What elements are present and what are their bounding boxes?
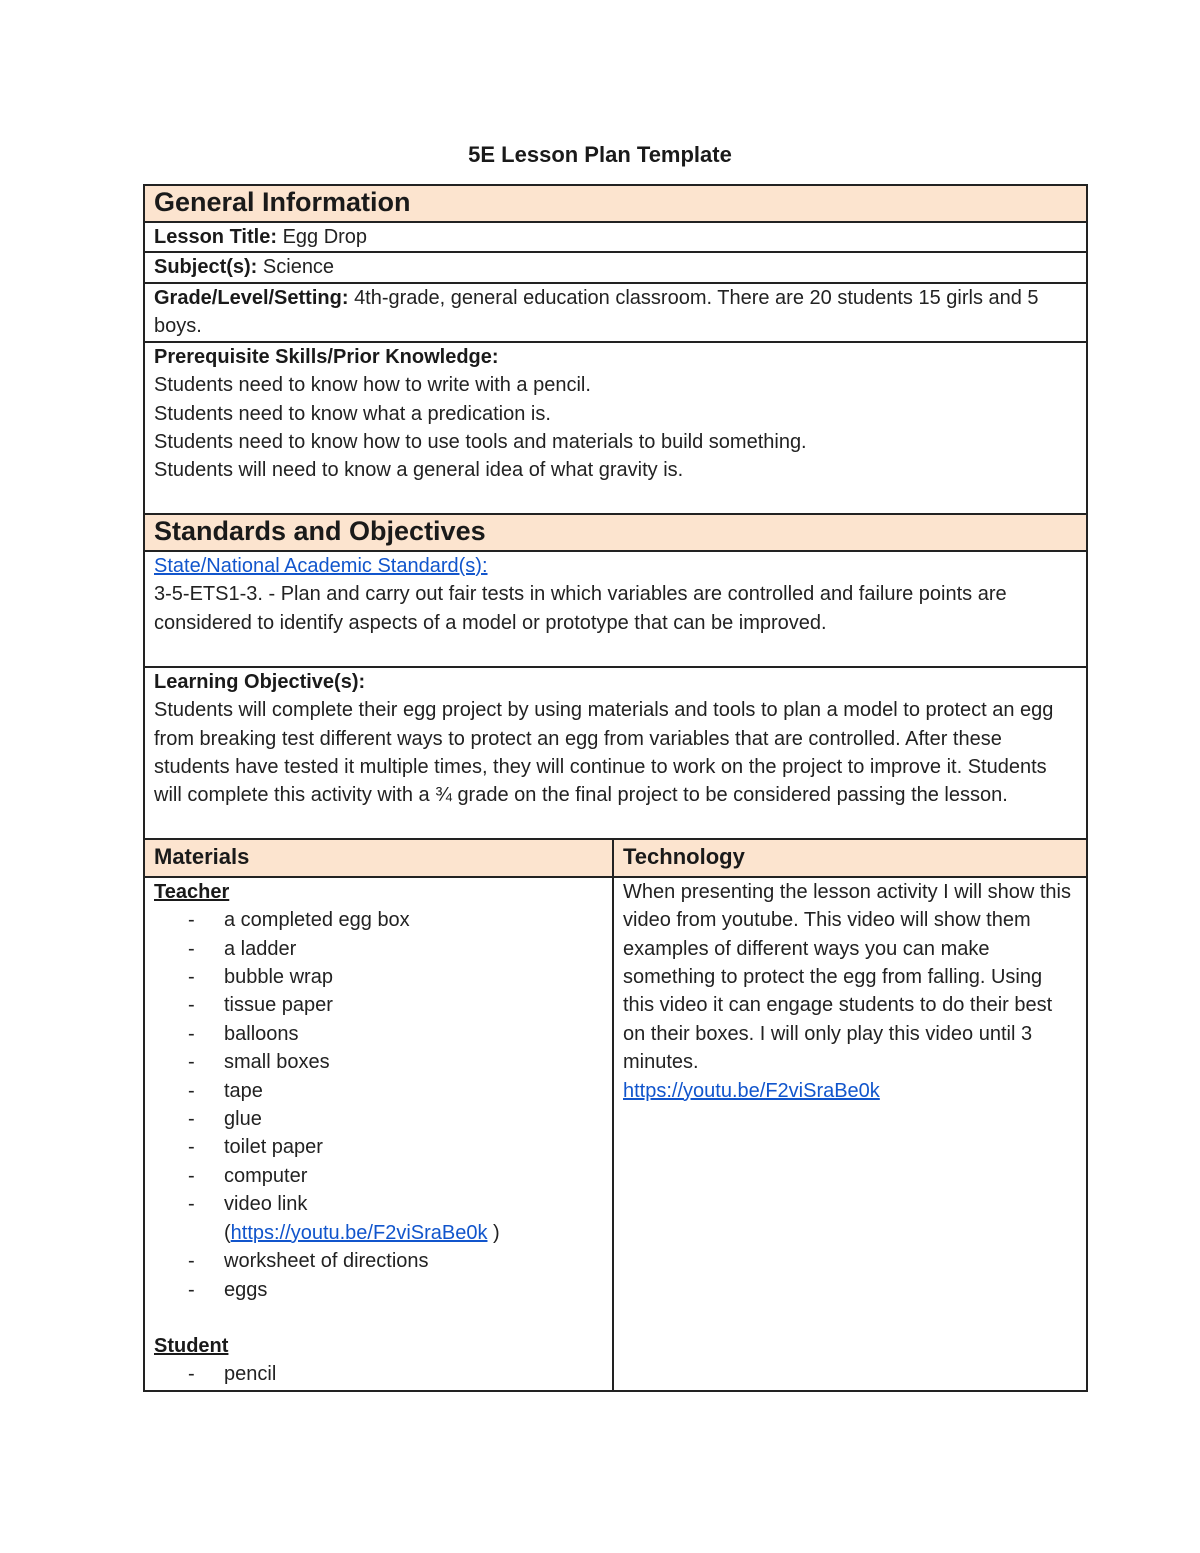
materials-cell xyxy=(144,877,613,1391)
technology-video-link[interactable]: https://youtu.be/F2viSraBe0k xyxy=(623,1079,880,1102)
list-item: - tape xyxy=(188,1079,263,1102)
list-item: - worksheet of directions xyxy=(188,1250,429,1273)
technology-text: When presenting the lesson activity I will show this video from youtube. This video will show them examples of different ways you can make something to protect the egg from falling. Using this video it can engage students to do their best on their boxes. I will only play this video until 3 minutes. xyxy=(623,880,1071,1074)
list-item: - toilet paper xyxy=(188,1136,323,1159)
list-item: - pencil xyxy=(188,1363,277,1386)
materials-technology-row xyxy=(144,877,1087,1391)
teacher-label: Teacher xyxy=(154,880,230,903)
list-item: - glue xyxy=(188,1108,262,1131)
general-info-heading: General Information xyxy=(154,187,411,217)
subjects-label: Subject(s): xyxy=(154,256,258,279)
list-item-video-link: - video link (https://youtu.be/F2viSraBe0k ) xyxy=(188,1193,500,1244)
list-item: - eggs xyxy=(188,1278,268,1301)
list-item: - bubble wrap xyxy=(188,966,333,989)
standards-header-row xyxy=(144,514,1087,551)
standards-heading: Standards and Objectives xyxy=(154,515,486,546)
objective-label: Learning Objective(s): xyxy=(154,670,366,693)
standard-text: 3-5-ETS1-3. - Plan and carry out fair tests in which variables are controlled and failure points are considered to identify aspects of a model or prototype that can be improved. xyxy=(154,583,1007,634)
prerequisite-item: Students need to know how to write with a pencil. xyxy=(154,374,591,397)
prerequisite-item: Students will need to know a general idea of what gravity is. xyxy=(154,459,684,482)
objective-text: Students will complete their egg project by using materials and tools to plan a model to protect an egg from breaking test different ways to protect an egg from variables that are controlled. After these students have tested it multiple times, they will continue to work on the project to improve it. Students will complete this activity with a ¾ grade on the final project to be considered passing the lesson. xyxy=(154,699,1054,807)
video-link[interactable]: https://youtu.be/F2viSraBe0k xyxy=(230,1221,488,1244)
list-item: - a completed egg box xyxy=(188,909,410,932)
list-item: - balloons xyxy=(188,1022,299,1045)
prerequisite-item: Students need to know what a predication is. xyxy=(154,402,551,425)
grade-level-label: Grade/Level/Setting: xyxy=(154,286,349,309)
materials-technology-header-row xyxy=(144,839,1087,877)
grade-level-row xyxy=(144,283,1087,342)
student-label: Student xyxy=(154,1334,229,1357)
standards-link[interactable]: State/National Academic Standard(s): xyxy=(154,554,488,577)
list-item: - small boxes xyxy=(188,1051,330,1074)
page-title: 5E Lesson Plan Template xyxy=(468,142,732,167)
lesson-title-value: Egg Drop xyxy=(282,226,368,248)
objectives-row xyxy=(144,667,1087,839)
subjects-row xyxy=(144,252,1087,282)
technology-heading: Technology xyxy=(623,843,745,869)
grade-level-value: 4th-grade, general education classroom. There are 20 students 15 girls and 5 boys. xyxy=(154,286,1039,338)
standards-row xyxy=(144,551,1087,667)
teacher-materials-list xyxy=(154,906,603,1304)
student-materials-list xyxy=(154,1360,603,1388)
lesson-title-row xyxy=(144,222,1087,252)
list-item: - a ladder xyxy=(188,937,297,960)
lesson-plan-table xyxy=(143,184,1088,1392)
prerequisite-row xyxy=(144,342,1087,514)
subjects-value: Science xyxy=(262,256,335,279)
list-item: - tissue paper xyxy=(188,994,333,1017)
list-item: - computer xyxy=(188,1164,308,1187)
prerequisite-label: Prerequisite Skills/Prior Knowledge: xyxy=(154,345,499,368)
technology-cell xyxy=(613,877,1087,1391)
lesson-title-label: Lesson Title: xyxy=(154,226,277,248)
prerequisite-item: Students need to know how to use tools and materials to build something. xyxy=(154,431,807,454)
general-info-header-row xyxy=(144,185,1087,222)
materials-heading: Materials xyxy=(154,843,250,869)
